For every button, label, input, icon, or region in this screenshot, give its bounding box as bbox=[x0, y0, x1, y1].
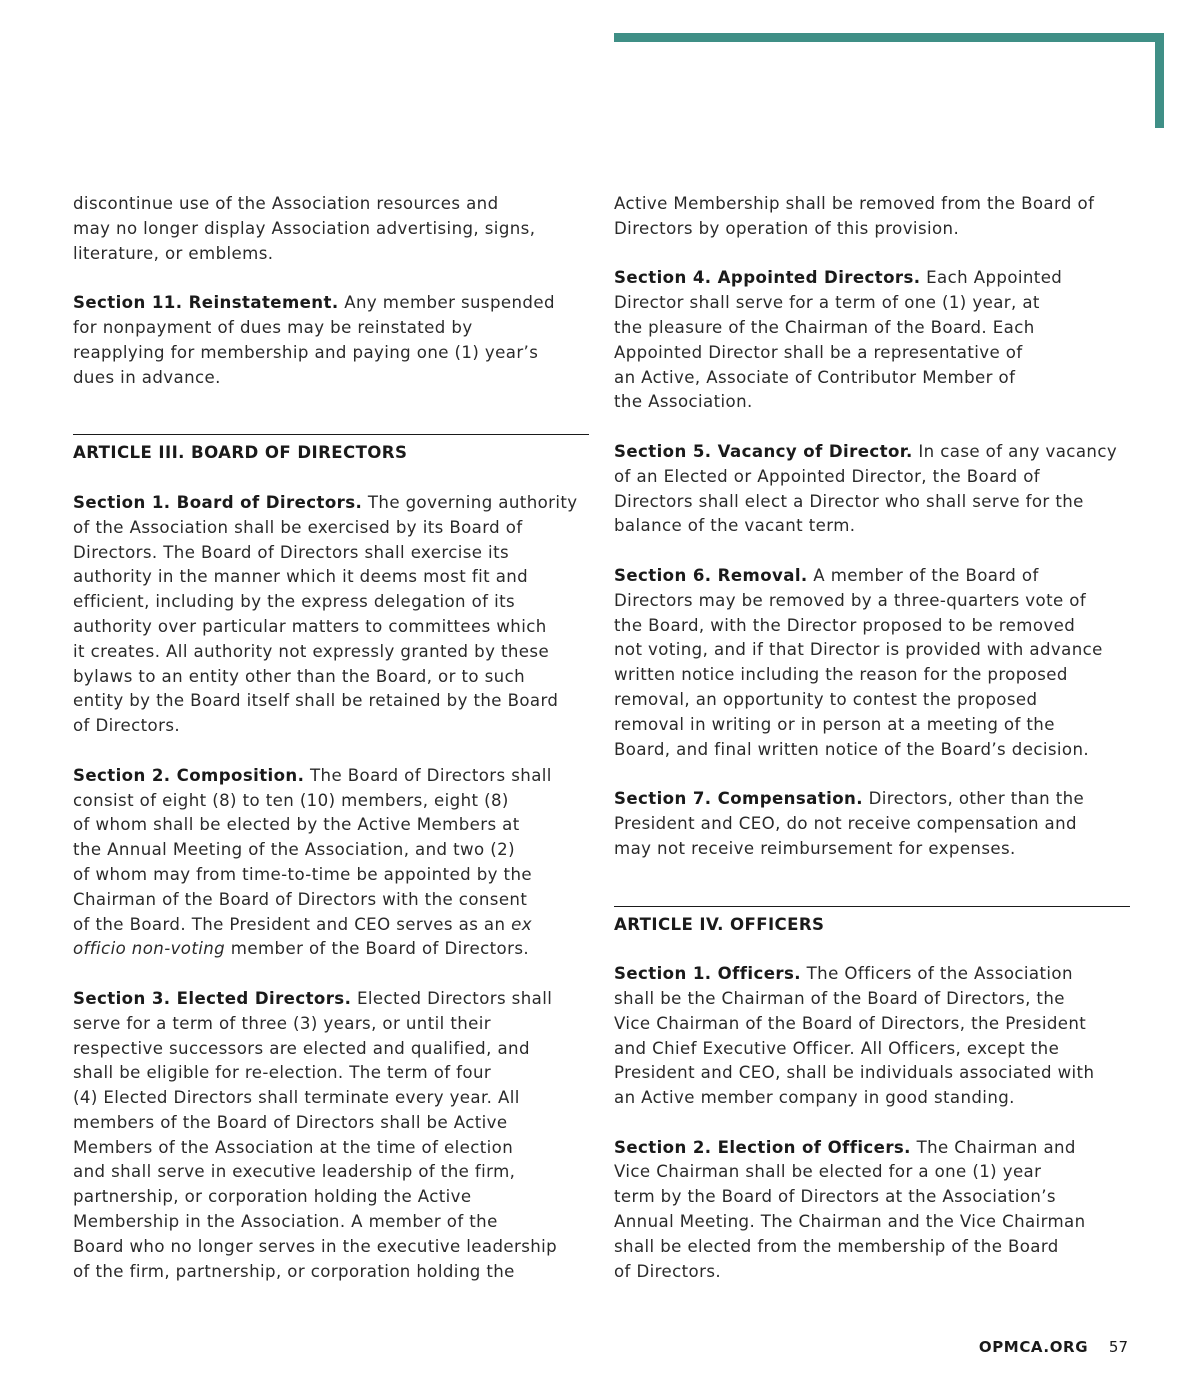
section-heading: Section 11. Reinstatement. bbox=[73, 293, 339, 313]
body-line: reapplying for membership and paying one (1) year’s bbox=[73, 342, 539, 362]
body-line: Membership in the Association. A member of the bbox=[73, 1212, 498, 1232]
body-line: Active Membership shall be removed from the Board of bbox=[614, 194, 1095, 213]
article-iii-section-2 bbox=[73, 764, 589, 962]
body-line: literature, or emblems. bbox=[73, 243, 274, 263]
body-line: not voting, and if that Director is provided with advance bbox=[614, 640, 1103, 660]
body-line: the Board, with the Director proposed to be removed bbox=[614, 615, 1076, 635]
body-line: Board who no longer serves in the executive leadership bbox=[73, 1236, 558, 1256]
article-iv-section-1 bbox=[614, 962, 1130, 1111]
intro-paragraph bbox=[73, 192, 589, 266]
body-line: partnership, or corporation holding the Active bbox=[73, 1187, 472, 1207]
section-heading: Section 1. Officers. bbox=[614, 964, 801, 984]
body-text: The Board of Directors shall bbox=[304, 765, 552, 785]
body-line: consist of eight (8) to ten (10) members, eight (8) bbox=[73, 790, 509, 810]
article-iii-section-3 bbox=[73, 987, 589, 1285]
body-line: serve for a term of three (3) years, or until their bbox=[73, 1013, 491, 1033]
body-text: Directors, other than the bbox=[862, 789, 1085, 809]
body-line: discontinue use of the Association resources and bbox=[73, 194, 499, 213]
page-footer bbox=[979, 1335, 1128, 1359]
article-iii-section-5 bbox=[614, 440, 1130, 539]
body-text: A member of the Board of bbox=[807, 565, 1039, 585]
body-line: dues in advance. bbox=[73, 367, 221, 387]
body-line: of Directors. bbox=[73, 716, 181, 736]
body-line: of the Association shall be exercised by its Board of bbox=[73, 517, 523, 537]
body-line: of whom shall be elected by the Active Members at bbox=[73, 815, 520, 835]
body-line: the Association. bbox=[614, 392, 753, 412]
italic-text: officio non-voting bbox=[73, 939, 226, 959]
body-line: term by the Board of Directors at the Association’s bbox=[614, 1187, 1056, 1207]
italic-text: ex bbox=[511, 914, 532, 934]
article-iv-section-2 bbox=[614, 1136, 1130, 1285]
body-line: the Annual Meeting of the Association, and two (2) bbox=[73, 840, 515, 860]
body-line: balance of the vacant term. bbox=[614, 516, 856, 536]
section-heading: Section 2. Composition. bbox=[73, 765, 305, 785]
body-line: efficient, including by the express delegation of its bbox=[73, 592, 516, 612]
corner-accent-bar-right bbox=[1155, 33, 1164, 128]
section-heading: Section 1. Board of Directors. bbox=[73, 492, 363, 512]
body-text: In case of any vacancy bbox=[912, 441, 1118, 461]
body-line: may not receive reimbursement for expenses. bbox=[614, 838, 1016, 858]
body-line: removal in writing or in person at a meeting of the bbox=[614, 714, 1055, 734]
body-line: respective successors are elected and qualified, and bbox=[73, 1038, 530, 1058]
body-line: Vice Chairman shall be elected for a one (1) year bbox=[614, 1162, 1042, 1182]
body-line: President and CEO, shall be individuals associated with bbox=[614, 1063, 1095, 1083]
body-line: removal, an opportunity to contest the proposed bbox=[614, 689, 1038, 709]
page-number: 57 bbox=[1108, 1338, 1128, 1356]
body-line: an Active, Associate of Contributor Member of bbox=[614, 367, 1016, 387]
body-line: shall be the Chairman of the Board of Directors, the bbox=[614, 988, 1065, 1008]
body-line: members of the Board of Directors shall be Active bbox=[73, 1112, 508, 1132]
body-line: it creates. All authority not expressly granted by these bbox=[73, 641, 550, 661]
body-line: President and CEO, do not receive compensation and bbox=[614, 813, 1077, 833]
body-text: The governing authority bbox=[362, 492, 578, 512]
body-text: The Officers of the Association bbox=[800, 964, 1073, 984]
body-text: Each Appointed bbox=[920, 268, 1063, 288]
body-line: Vice Chairman of the Board of Directors, the President bbox=[614, 1013, 1087, 1033]
section-heading: Section 4. Appointed Directors. bbox=[614, 268, 921, 288]
body-line: Directors shall elect a Director who shall serve for the bbox=[614, 491, 1084, 511]
section-heading: Section 2. Election of Officers. bbox=[614, 1137, 911, 1157]
body-line: of whom may from time-to-time be appointed by the bbox=[73, 864, 532, 884]
left-column bbox=[73, 192, 589, 1284]
body-text: Any member suspended bbox=[338, 293, 555, 313]
body-text: member of the Board of Directors. bbox=[225, 939, 530, 959]
body-line: and Chief Executive Officer. All Officers, except the bbox=[614, 1038, 1060, 1058]
article-iii-divider bbox=[73, 434, 589, 466]
section-heading: Section 3. Elected Directors. bbox=[73, 988, 352, 1008]
body-line: may no longer display Association advertising, signs, bbox=[73, 218, 536, 238]
section-heading: Section 6. Removal. bbox=[614, 565, 808, 585]
body-line: bylaws to an entity other than the Board, or to such bbox=[73, 666, 526, 686]
body-text: of the Board. The President and CEO serves as an bbox=[73, 914, 512, 934]
body-line: Board, and final written notice of the Board’s decision. bbox=[614, 739, 1090, 759]
body-line: Appointed Director shall be a representative of bbox=[614, 342, 1023, 362]
footer-site-link[interactable]: OPMCA.ORG bbox=[978, 1338, 1089, 1356]
right-column bbox=[614, 192, 1130, 1284]
article-iv-divider bbox=[614, 906, 1130, 938]
section-heading: Section 7. Compensation. bbox=[614, 789, 863, 809]
body-line: Annual Meeting. The Chairman and the Vice Chairman bbox=[614, 1212, 1086, 1232]
body-line: Director shall serve for a term of one (1) year, at bbox=[614, 293, 1040, 313]
continued-paragraph bbox=[614, 192, 1130, 242]
article-iii-section-6 bbox=[614, 564, 1130, 762]
body-line: Directors by operation of this provision. bbox=[614, 218, 960, 238]
body-line: for nonpayment of dues may be reinstated by bbox=[73, 317, 473, 337]
body-line: the pleasure of the Chairman of the Board. Each bbox=[614, 317, 1035, 337]
body-line: Chairman of the Board of Directors with the consent bbox=[73, 889, 528, 909]
body-line: written notice including the reason for the proposed bbox=[614, 665, 1068, 685]
article-iii-section-7 bbox=[614, 787, 1130, 861]
section-11-reinstatement bbox=[73, 291, 589, 390]
article-iv-heading: ARTICLE IV. OFFICERS bbox=[614, 914, 825, 934]
body-line: authority over particular matters to committees which bbox=[73, 616, 547, 636]
section-heading: Section 5. Vacancy of Director. bbox=[614, 441, 913, 461]
body-line: and shall serve in executive leadership of the firm, bbox=[73, 1162, 516, 1182]
body-line: Directors may be removed by a three-quarters vote of bbox=[614, 590, 1087, 610]
body-text: The Chairman and bbox=[910, 1137, 1076, 1157]
body-line: entity by the Board itself shall be retained by the Board bbox=[73, 691, 559, 711]
body-line: shall be eligible for re-election. The term of four bbox=[73, 1063, 492, 1083]
body-line: Directors. The Board of Directors shall exercise its bbox=[73, 542, 510, 562]
body-line: of the firm, partnership, or corporation holding the bbox=[73, 1261, 515, 1281]
body-line: of Directors. bbox=[614, 1261, 722, 1281]
article-iii-heading: ARTICLE III. BOARD OF DIRECTORS bbox=[73, 443, 408, 463]
corner-accent-bar-top bbox=[614, 33, 1164, 42]
body-line: (4) Elected Directors shall terminate every year. All bbox=[73, 1088, 520, 1108]
body-text: Elected Directors shall bbox=[351, 988, 553, 1008]
article-iii-section-1 bbox=[73, 491, 589, 739]
body-line: an Active member company in good standing. bbox=[614, 1088, 1015, 1108]
article-iii-section-4 bbox=[614, 266, 1130, 415]
body-line: shall be elected from the membership of the Board bbox=[614, 1236, 1059, 1256]
body-line: authority in the manner which it deems most fit and bbox=[73, 567, 529, 587]
body-line: Members of the Association at the time of election bbox=[73, 1137, 514, 1157]
body-line: of an Elected or Appointed Director, the Board of bbox=[614, 466, 1041, 486]
